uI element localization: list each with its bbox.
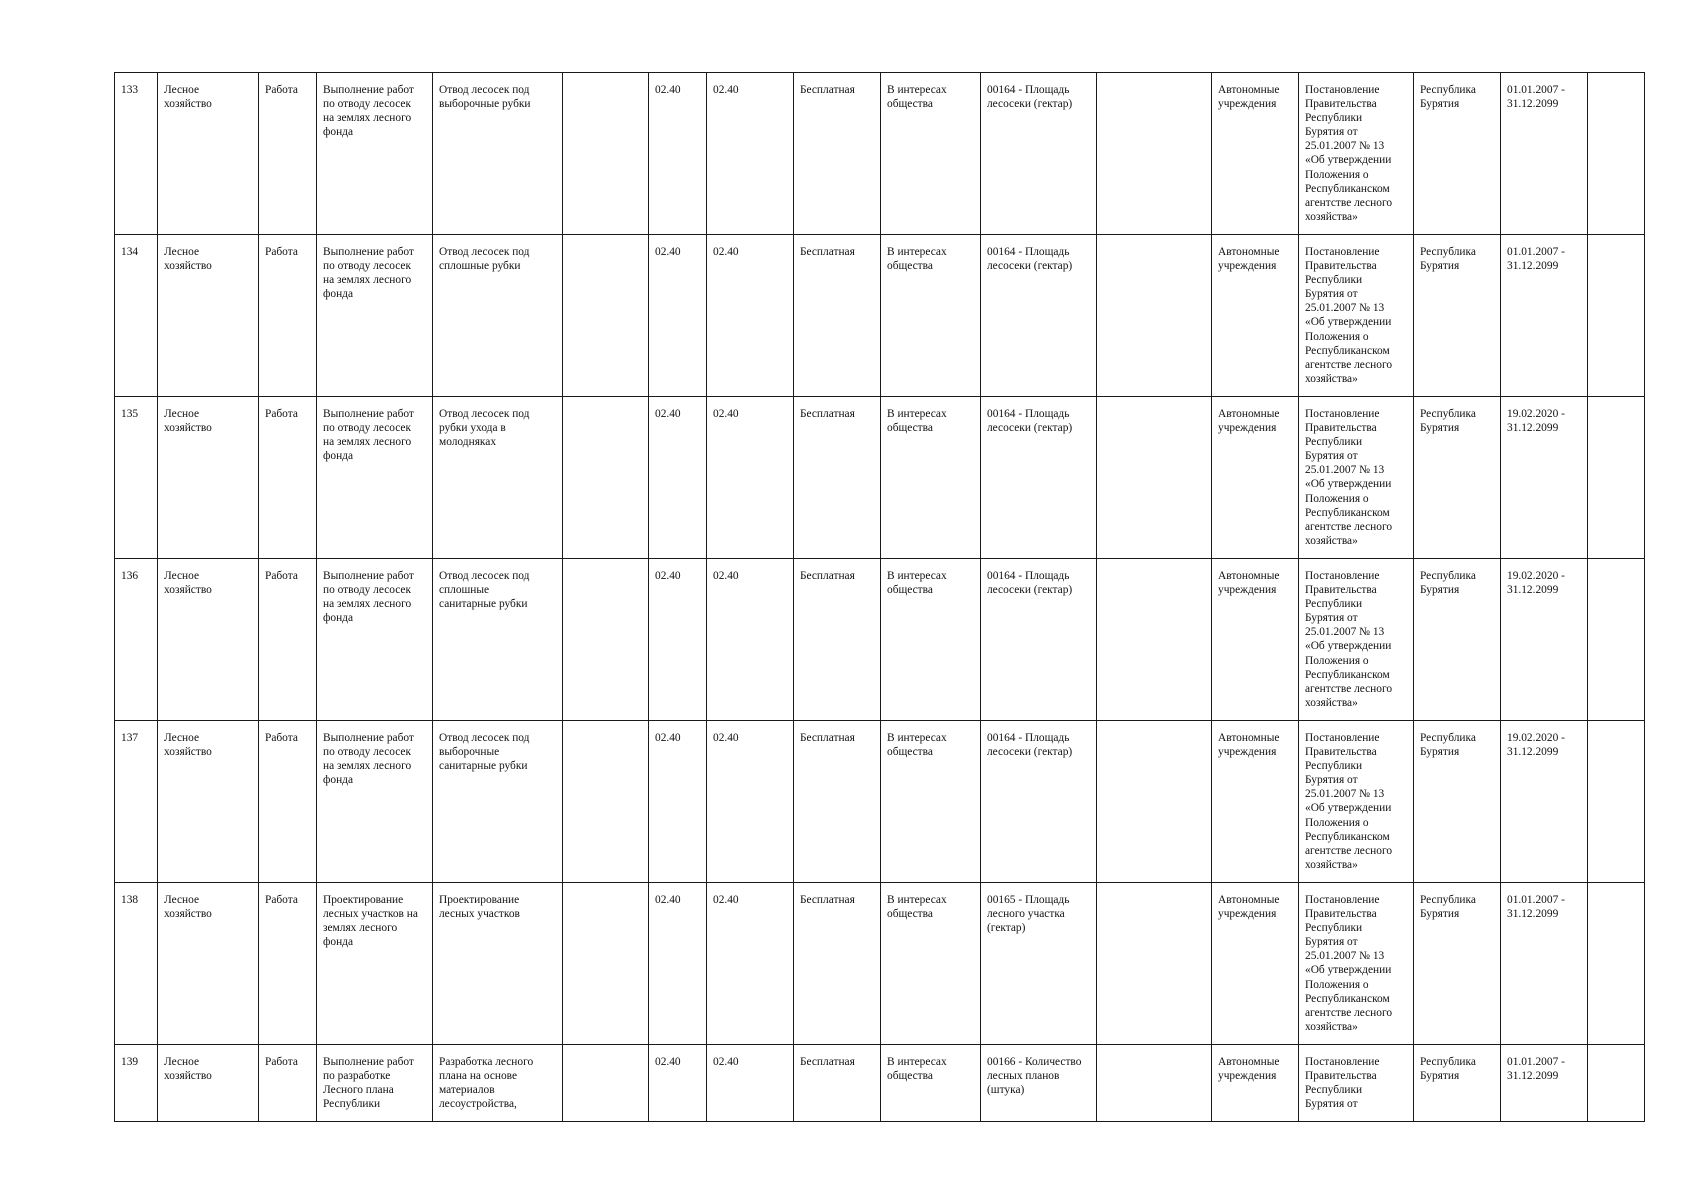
type-cell-text: Работа bbox=[265, 84, 298, 96]
okved-code-cell bbox=[649, 397, 707, 559]
payment-cell-text: Бесплатная bbox=[800, 84, 855, 96]
region-cell-text: Республика Бурятия bbox=[1420, 408, 1476, 435]
type-cell-text: Работа bbox=[265, 732, 298, 744]
volume-indicator-cell bbox=[981, 721, 1097, 883]
okved-code-cell bbox=[707, 721, 794, 883]
row-number-cell bbox=[115, 883, 158, 1045]
empty-cell bbox=[1588, 883, 1645, 1045]
legal-act-cell bbox=[1299, 73, 1414, 235]
service-content-cell-text: Разработка лесного плана на основе материалов лесоустройства, bbox=[439, 1056, 534, 1111]
service-name-cell bbox=[317, 1045, 433, 1122]
okved-code-cell bbox=[649, 721, 707, 883]
empty-cell bbox=[1097, 721, 1212, 883]
row-number-cell-text: 135 bbox=[121, 408, 139, 420]
consumer-category-cell-text: В интересах общества bbox=[887, 1056, 947, 1083]
sector-cell bbox=[158, 559, 259, 721]
okved-code-cell-text: 02.40 bbox=[655, 408, 681, 420]
region-cell bbox=[1414, 559, 1501, 721]
okved-code-cell-text: 02.40 bbox=[655, 894, 681, 906]
consumer-category-cell-text: В интересах общества bbox=[887, 246, 947, 273]
payment-cell bbox=[794, 73, 881, 235]
empty-cell bbox=[1588, 559, 1645, 721]
service-name-cell bbox=[317, 883, 433, 1045]
volume-indicator-cell-text: 00164 - Площадь лесосеки (гектар) bbox=[987, 570, 1073, 597]
table-row bbox=[115, 73, 1645, 235]
service-content-cell bbox=[433, 235, 563, 397]
okved-code-cell-text: 02.40 bbox=[713, 408, 739, 420]
region-cell-text: Республика Бурятия bbox=[1420, 570, 1476, 597]
service-name-cell-text: Выполнение работ по отводу лесосек на землях лесного фонда bbox=[323, 408, 414, 463]
validity-period-cell bbox=[1501, 397, 1588, 559]
empty-cell bbox=[563, 883, 649, 1045]
service-name-cell-text: Выполнение работ по отводу лесосек на землях лесного фонда bbox=[323, 570, 414, 625]
volume-indicator-cell-text: 00165 - Площадь лесного участка (гектар) bbox=[987, 894, 1070, 935]
okved-code-cell bbox=[707, 397, 794, 559]
institution-type-cell-text: Автономные учреждения bbox=[1218, 408, 1280, 435]
okved-code-cell bbox=[707, 235, 794, 397]
okved-code-cell bbox=[707, 73, 794, 235]
type-cell-text: Работа bbox=[265, 1056, 298, 1068]
region-cell-text: Республика Бурятия bbox=[1420, 732, 1476, 759]
empty-cell bbox=[1588, 721, 1645, 883]
volume-indicator-cell-text: 00164 - Площадь лесосеки (гектар) bbox=[987, 732, 1073, 759]
sector-cell bbox=[158, 721, 259, 883]
institution-type-cell-text: Автономные учреждения bbox=[1218, 1056, 1280, 1083]
row-number-cell bbox=[115, 721, 158, 883]
payment-cell-text: Бесплатная bbox=[800, 570, 855, 582]
institution-type-cell bbox=[1212, 397, 1299, 559]
validity-period-cell-text: 19.02.2020 - 31.12.2099 bbox=[1507, 570, 1565, 597]
institution-type-cell bbox=[1212, 73, 1299, 235]
service-name-cell bbox=[317, 73, 433, 235]
row-number-cell-text: 133 bbox=[121, 84, 139, 96]
empty-cell bbox=[1097, 559, 1212, 721]
validity-period-cell-text: 19.02.2020 - 31.12.2099 bbox=[1507, 732, 1565, 759]
validity-period-cell bbox=[1501, 883, 1588, 1045]
consumer-category-cell bbox=[881, 397, 981, 559]
service-content-cell bbox=[433, 73, 563, 235]
legal-act-cell-text: Постановление Правительства Республики Бурятия от 25.01.2007 № 13 «Об утверждении Положения о Республиканском агентстве лесного хозяйства» bbox=[1305, 732, 1393, 871]
empty-cell bbox=[1097, 397, 1212, 559]
service-name-cell-text: Выполнение работ по разработке Лесного плана Республики bbox=[323, 1056, 414, 1111]
row-number-cell-text: 136 bbox=[121, 570, 139, 582]
legal-act-cell bbox=[1299, 559, 1414, 721]
row-number-cell bbox=[115, 1045, 158, 1122]
type-cell bbox=[259, 73, 317, 235]
okved-code-cell bbox=[649, 1045, 707, 1122]
sector-cell bbox=[158, 1045, 259, 1122]
row-number-cell-text: 134 bbox=[121, 246, 139, 258]
okved-code-cell-text: 02.40 bbox=[655, 1056, 681, 1068]
sector-cell-text: Лесное хозяйство bbox=[164, 894, 212, 921]
service-content-cell bbox=[433, 1045, 563, 1122]
validity-period-cell bbox=[1501, 721, 1588, 883]
service-name-cell bbox=[317, 397, 433, 559]
row-number-cell-text: 139 bbox=[121, 1056, 139, 1068]
legal-act-cell-text: Постановление Правительства Республики Бурятия от 25.01.2007 № 13 «Об утверждении Положения о Республиканском агентстве лесного хозяйства» bbox=[1305, 408, 1393, 547]
institution-type-cell bbox=[1212, 883, 1299, 1045]
okved-code-cell-text: 02.40 bbox=[713, 1056, 739, 1068]
sector-cell-text: Лесное хозяйство bbox=[164, 246, 212, 273]
consumer-category-cell-text: В интересах общества bbox=[887, 732, 947, 759]
validity-period-cell-text: 01.01.2007 - 31.12.2099 bbox=[1507, 84, 1565, 111]
legal-act-cell bbox=[1299, 883, 1414, 1045]
institution-type-cell-text: Автономные учреждения bbox=[1218, 570, 1280, 597]
legal-act-cell bbox=[1299, 721, 1414, 883]
service-content-cell-text: Проектирование лесных участков bbox=[439, 894, 520, 921]
legal-act-cell bbox=[1299, 397, 1414, 559]
empty-cell bbox=[563, 397, 649, 559]
sector-cell-text: Лесное хозяйство bbox=[164, 732, 212, 759]
service-content-cell bbox=[433, 721, 563, 883]
empty-cell bbox=[1588, 1045, 1645, 1122]
okved-code-cell bbox=[707, 1045, 794, 1122]
table-row bbox=[115, 397, 1645, 559]
empty-cell bbox=[1097, 235, 1212, 397]
row-number-cell bbox=[115, 397, 158, 559]
sector-cell bbox=[158, 883, 259, 1045]
okved-code-cell-text: 02.40 bbox=[713, 894, 739, 906]
consumer-category-cell-text: В интересах общества bbox=[887, 84, 947, 111]
legal-act-cell-text: Постановление Правительства Республики Бурятия от 25.01.2007 № 13 «Об утверждении Положения о Республиканском агентстве лесного хозяйства» bbox=[1305, 84, 1393, 223]
institution-type-cell bbox=[1212, 559, 1299, 721]
consumer-category-cell bbox=[881, 1045, 981, 1122]
volume-indicator-cell bbox=[981, 235, 1097, 397]
region-cell bbox=[1414, 1045, 1501, 1122]
sector-cell-text: Лесное хозяйство bbox=[164, 408, 212, 435]
volume-indicator-cell-text: 00164 - Площадь лесосеки (гектар) bbox=[987, 84, 1073, 111]
okved-code-cell bbox=[649, 73, 707, 235]
consumer-category-cell bbox=[881, 559, 981, 721]
validity-period-cell bbox=[1501, 73, 1588, 235]
region-cell bbox=[1414, 397, 1501, 559]
okved-code-cell-text: 02.40 bbox=[655, 246, 681, 258]
institution-type-cell bbox=[1212, 235, 1299, 397]
empty-cell bbox=[1097, 883, 1212, 1045]
institution-type-cell-text: Автономные учреждения bbox=[1218, 246, 1280, 273]
row-number-cell bbox=[115, 559, 158, 721]
empty-cell bbox=[563, 559, 649, 721]
institution-type-cell bbox=[1212, 1045, 1299, 1122]
volume-indicator-cell bbox=[981, 883, 1097, 1045]
empty-cell bbox=[563, 721, 649, 883]
region-cell-text: Республика Бурятия bbox=[1420, 894, 1476, 921]
okved-code-cell-text: 02.40 bbox=[713, 732, 739, 744]
payment-cell bbox=[794, 235, 881, 397]
service-content-cell bbox=[433, 883, 563, 1045]
region-cell bbox=[1414, 883, 1501, 1045]
empty-cell bbox=[563, 235, 649, 397]
payment-cell-text: Бесплатная bbox=[800, 246, 855, 258]
legal-act-cell bbox=[1299, 1045, 1414, 1122]
okved-code-cell bbox=[707, 883, 794, 1045]
okved-code-cell-text: 02.40 bbox=[713, 246, 739, 258]
row-number-cell bbox=[115, 73, 158, 235]
institution-type-cell-text: Автономные учреждения bbox=[1218, 732, 1280, 759]
sector-cell-text: Лесное хозяйство bbox=[164, 84, 212, 111]
row-number-cell-text: 138 bbox=[121, 894, 139, 906]
type-cell bbox=[259, 883, 317, 1045]
consumer-category-cell-text: В интересах общества bbox=[887, 570, 947, 597]
payment-cell-text: Бесплатная bbox=[800, 894, 855, 906]
type-cell bbox=[259, 1045, 317, 1122]
region-cell bbox=[1414, 73, 1501, 235]
okved-code-cell bbox=[649, 883, 707, 1045]
volume-indicator-cell bbox=[981, 397, 1097, 559]
consumer-category-cell-text: В интересах общества bbox=[887, 408, 947, 435]
okved-code-cell bbox=[649, 559, 707, 721]
consumer-category-cell bbox=[881, 235, 981, 397]
volume-indicator-cell bbox=[981, 73, 1097, 235]
service-content-cell-text: Отвод лесосек под сплошные санитарные рубки bbox=[439, 570, 530, 611]
payment-cell-text: Бесплатная bbox=[800, 732, 855, 744]
sector-cell bbox=[158, 397, 259, 559]
payment-cell bbox=[794, 397, 881, 559]
table-row bbox=[115, 559, 1645, 721]
sector-cell bbox=[158, 235, 259, 397]
okved-code-cell-text: 02.40 bbox=[713, 84, 739, 96]
service-content-cell-text: Отвод лесосек под рубки ухода в молодняках bbox=[439, 408, 530, 449]
payment-cell-text: Бесплатная bbox=[800, 408, 855, 420]
payment-cell bbox=[794, 559, 881, 721]
okved-code-cell-text: 02.40 bbox=[655, 732, 681, 744]
institution-type-cell-text: Автономные учреждения bbox=[1218, 894, 1280, 921]
region-cell-text: Республика Бурятия bbox=[1420, 1056, 1476, 1083]
region-cell bbox=[1414, 235, 1501, 397]
consumer-category-cell-text: В интересах общества bbox=[887, 894, 947, 921]
service-content-cell-text: Отвод лесосек под выборочные рубки bbox=[439, 84, 531, 111]
institution-type-cell-text: Автономные учреждения bbox=[1218, 84, 1280, 111]
validity-period-cell-text: 01.01.2007 - 31.12.2099 bbox=[1507, 246, 1565, 273]
services-registry-table bbox=[114, 72, 1645, 1122]
payment-cell bbox=[794, 883, 881, 1045]
type-cell bbox=[259, 397, 317, 559]
table-row bbox=[115, 721, 1645, 883]
okved-code-cell bbox=[707, 559, 794, 721]
table-row bbox=[115, 235, 1645, 397]
validity-period-cell bbox=[1501, 559, 1588, 721]
registry-body bbox=[115, 73, 1645, 1122]
sector-cell-text: Лесное хозяйство bbox=[164, 1056, 212, 1083]
okved-code-cell-text: 02.40 bbox=[655, 570, 681, 582]
sector-cell bbox=[158, 73, 259, 235]
empty-cell bbox=[563, 73, 649, 235]
validity-period-cell-text: 01.01.2007 - 31.12.2099 bbox=[1507, 1056, 1565, 1083]
region-cell bbox=[1414, 721, 1501, 883]
legal-act-cell-text: Постановление Правительства Республики Бурятия от bbox=[1305, 1056, 1380, 1111]
validity-period-cell bbox=[1501, 235, 1588, 397]
payment-cell bbox=[794, 1045, 881, 1122]
type-cell-text: Работа bbox=[265, 894, 298, 906]
legal-act-cell-text: Постановление Правительства Республики Бурятия от 25.01.2007 № 13 «Об утверждении Положения о Республиканском агентстве лесного хозяйства» bbox=[1305, 570, 1393, 709]
consumer-category-cell bbox=[881, 883, 981, 1045]
service-name-cell bbox=[317, 559, 433, 721]
volume-indicator-cell bbox=[981, 559, 1097, 721]
service-content-cell bbox=[433, 397, 563, 559]
empty-cell bbox=[1588, 235, 1645, 397]
row-number-cell-text: 137 bbox=[121, 732, 139, 744]
table-row bbox=[115, 1045, 1645, 1122]
empty-cell bbox=[1097, 73, 1212, 235]
service-name-cell-text: Выполнение работ по отводу лесосек на землях лесного фонда bbox=[323, 732, 414, 787]
service-name-cell-text: Выполнение работ по отводу лесосек на землях лесного фонда bbox=[323, 84, 414, 139]
type-cell bbox=[259, 235, 317, 397]
consumer-category-cell bbox=[881, 721, 981, 883]
empty-cell bbox=[563, 1045, 649, 1122]
service-name-cell bbox=[317, 235, 433, 397]
type-cell bbox=[259, 559, 317, 721]
empty-cell bbox=[1588, 397, 1645, 559]
service-content-cell-text: Отвод лесосек под выборочные санитарные рубки bbox=[439, 732, 530, 773]
service-name-cell-text: Выполнение работ по отводу лесосек на землях лесного фонда bbox=[323, 246, 414, 301]
empty-cell bbox=[1588, 73, 1645, 235]
type-cell-text: Работа bbox=[265, 246, 298, 258]
volume-indicator-cell bbox=[981, 1045, 1097, 1122]
service-content-cell-text: Отвод лесосек под сплошные рубки bbox=[439, 246, 530, 273]
okved-code-cell-text: 02.40 bbox=[713, 570, 739, 582]
sector-cell-text: Лесное хозяйство bbox=[164, 570, 212, 597]
validity-period-cell bbox=[1501, 1045, 1588, 1122]
okved-code-cell bbox=[649, 235, 707, 397]
region-cell-text: Республика Бурятия bbox=[1420, 246, 1476, 273]
payment-cell-text: Бесплатная bbox=[800, 1056, 855, 1068]
service-name-cell-text: Проектирование лесных участков на землях лесного фонда bbox=[323, 894, 418, 949]
table-row bbox=[115, 883, 1645, 1045]
type-cell-text: Работа bbox=[265, 570, 298, 582]
legal-act-cell-text: Постановление Правительства Республики Бурятия от 25.01.2007 № 13 «Об утверждении Положения о Республиканском агентстве лесного хозяйства» bbox=[1305, 246, 1393, 385]
empty-cell bbox=[1097, 1045, 1212, 1122]
legal-act-cell-text: Постановление Правительства Республики Бурятия от 25.01.2007 № 13 «Об утверждении Положения о Республиканском агентстве лесного хозяйства» bbox=[1305, 894, 1393, 1033]
row-number-cell bbox=[115, 235, 158, 397]
type-cell bbox=[259, 721, 317, 883]
institution-type-cell bbox=[1212, 721, 1299, 883]
volume-indicator-cell-text: 00164 - Площадь лесосеки (гектар) bbox=[987, 246, 1073, 273]
volume-indicator-cell-text: 00164 - Площадь лесосеки (гектар) bbox=[987, 408, 1073, 435]
validity-period-cell-text: 01.01.2007 - 31.12.2099 bbox=[1507, 894, 1565, 921]
validity-period-cell-text: 19.02.2020 - 31.12.2099 bbox=[1507, 408, 1565, 435]
payment-cell bbox=[794, 721, 881, 883]
volume-indicator-cell-text: 00166 - Количество лесных планов (штука) bbox=[987, 1056, 1082, 1097]
service-name-cell bbox=[317, 721, 433, 883]
type-cell-text: Работа bbox=[265, 408, 298, 420]
service-content-cell bbox=[433, 559, 563, 721]
legal-act-cell bbox=[1299, 235, 1414, 397]
okved-code-cell-text: 02.40 bbox=[655, 84, 681, 96]
region-cell-text: Республика Бурятия bbox=[1420, 84, 1476, 111]
consumer-category-cell bbox=[881, 73, 981, 235]
